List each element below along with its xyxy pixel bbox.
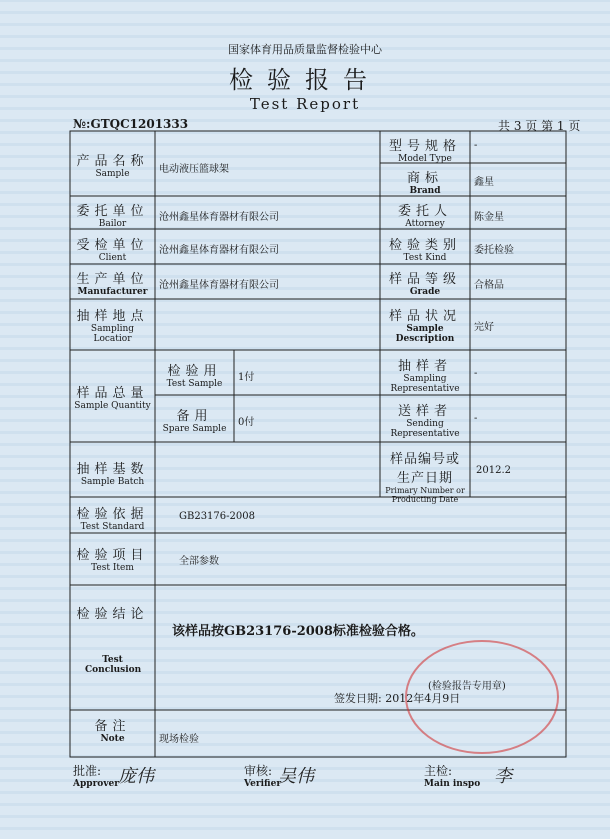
primary-number-label: 样品编号或生产日期 Primary Number or Producting Date <box>385 452 465 504</box>
test-item-value: 全部参数 <box>179 556 219 567</box>
note-value: 现场检验 <box>159 734 199 745</box>
sending-representative-label: 送样者 Sending Representative <box>390 404 460 439</box>
report-number: №:GTQC1201333 <box>73 117 189 131</box>
test-sample-value: 1付 <box>238 372 255 383</box>
sending-representative-value: - <box>474 413 478 424</box>
sample-description-label: 样品状况 Sample Description <box>388 309 461 344</box>
client-value: 沧州鑫星体育器材有限公司 <box>159 245 279 256</box>
primary-number-value: 2012.2 <box>476 465 511 476</box>
test-sample-label: 检验用 Test Sample <box>166 364 223 389</box>
grade-label: 样品等级 Grade <box>388 272 461 297</box>
bailor-value: 沧州鑫星体育器材有限公司 <box>159 212 279 223</box>
sample-label: 产品名称 Sample <box>76 154 149 179</box>
verifier-block: 审核: Verifier <box>244 764 282 789</box>
attorney-value: 陈金星 <box>474 212 504 223</box>
sampling-representative-value: - <box>474 368 478 379</box>
page-info: 共 3 页 第 1 页 <box>498 119 581 133</box>
sample-description-value: 完好 <box>474 322 494 333</box>
main-inspector-signature: 李 <box>494 766 512 787</box>
grade-value: 合格品 <box>474 280 504 291</box>
sample-batch-label: 抽样基数 Sample Batch <box>76 462 149 487</box>
client-label: 受检单位 Client <box>76 238 149 263</box>
test-kind-label: 检验类别 Test Kind <box>388 238 461 263</box>
manufacturer-label: 生产单位 Manufacturer <box>76 272 149 297</box>
manufacturer-value: 沧州鑫星体育器材有限公司 <box>159 280 279 291</box>
attorney-label: 委托人 Attorney <box>397 204 452 229</box>
report-title: 检验报告 <box>229 66 381 94</box>
institute-name: 国家体育用品质量监督检验中心 <box>228 43 382 56</box>
model-value: - <box>474 140 478 151</box>
bailor-label: 委托单位 Bailor <box>76 204 149 229</box>
stamp-caption: (检验报告专用章) <box>428 681 506 692</box>
verifier-signature: 吴伟 <box>278 766 314 787</box>
test-conclusion-label-en: Test Conclusion <box>85 655 142 675</box>
sampling-location-label: 抽样地点 Sampling Locatior <box>76 309 149 344</box>
sample-value: 电动液压篮球架 <box>159 164 229 175</box>
spare-sample-label: 备用 Spare Sample <box>162 409 227 434</box>
approver-signature: 庞伟 <box>118 766 154 787</box>
test-standard-label: 检验依据 Test Standard <box>76 507 149 532</box>
report-title-en: Test Report <box>249 95 361 113</box>
test-kind-value: 委托检验 <box>474 245 514 256</box>
sample-quantity-label: 样品总量 Sample Quantity <box>74 386 151 411</box>
conclusion-text: 该样品按GB23176-2008标准检验合格。 <box>172 624 424 639</box>
note-label: 备注 Note <box>94 719 131 744</box>
test-standard-value: GB23176-2008 <box>179 511 255 522</box>
test-item-label: 检验项目 Test Item <box>76 548 149 573</box>
spare-sample-value: 0付 <box>238 417 255 428</box>
approver-block: 批准: Approver <box>73 764 120 789</box>
brand-label: 商标 Brand <box>406 171 443 196</box>
brand-value: 鑫星 <box>474 177 494 188</box>
main-inspector-block: 主检: Main inspo <box>424 764 481 789</box>
sampling-representative-label: 抽样者 Sampling Representative <box>390 359 460 394</box>
test-conclusion-label: 检验结论 <box>76 607 149 622</box>
model-label: 型号规格 Model Type <box>388 139 461 164</box>
issue-date: 签发日期: 2012年4月9日 <box>334 692 461 705</box>
